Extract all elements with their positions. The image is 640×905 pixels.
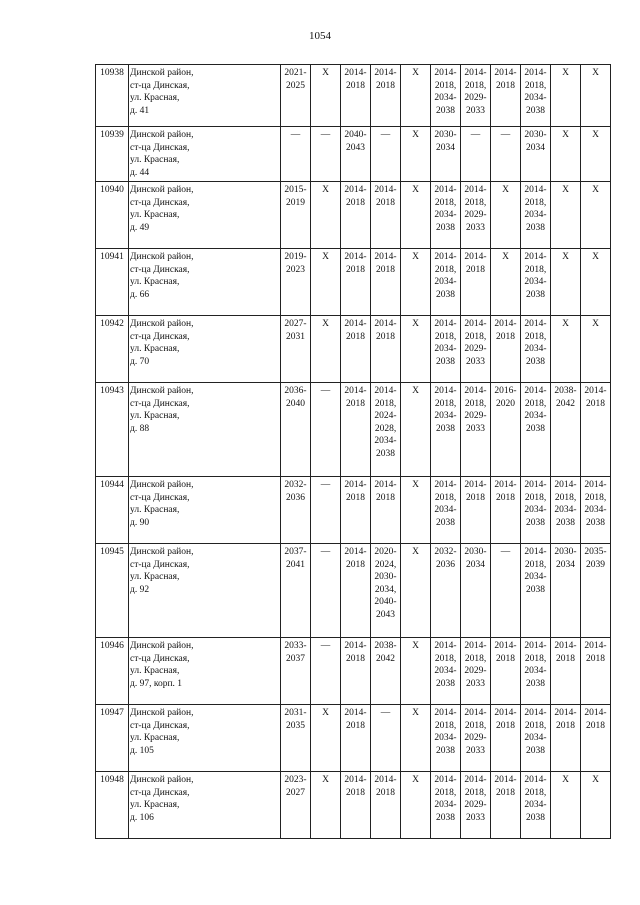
housing-repair-table bbox=[95, 64, 611, 839]
period-cell: Х bbox=[401, 383, 431, 477]
period-cell: 2014- 2018, 2034- 2038 bbox=[431, 182, 461, 249]
period-cell: — bbox=[371, 127, 401, 182]
period-cell: 2035- 2039 bbox=[581, 544, 611, 638]
table-row bbox=[96, 182, 611, 249]
period-cell: Х bbox=[581, 127, 611, 182]
period-cell: 2030- 2034 bbox=[551, 544, 581, 638]
row-number: 10946 bbox=[96, 638, 129, 705]
period-cell: Х bbox=[401, 772, 431, 839]
period-cell: Х bbox=[311, 705, 341, 772]
period-cell: 2014- 2018 bbox=[581, 705, 611, 772]
period-cell: 2014- 2018 bbox=[341, 65, 371, 127]
period-cell: 2014- 2018 bbox=[491, 705, 521, 772]
period-cell: Х bbox=[491, 182, 521, 249]
period-cell: Х bbox=[581, 182, 611, 249]
address-cell: Динской район, ст-ца Динская, ул. Красная, д. 90 bbox=[129, 477, 281, 544]
period-cell: 2014- 2018, 2029- 2033 bbox=[461, 772, 491, 839]
period-cell: — bbox=[311, 544, 341, 638]
period-cell: Х bbox=[401, 705, 431, 772]
period-cell: Х bbox=[311, 249, 341, 316]
period-cell: Х bbox=[581, 65, 611, 127]
period-cell: 2014- 2018 bbox=[581, 638, 611, 705]
period-cell: — bbox=[311, 127, 341, 182]
period-cell: Х bbox=[401, 127, 431, 182]
period-cell: — bbox=[491, 544, 521, 638]
period-cell: 2014- 2018, 2034- 2038 bbox=[431, 65, 461, 127]
period-cell: 2014- 2018 bbox=[491, 477, 521, 544]
period-cell: 2014- 2018, 2034- 2038 bbox=[431, 705, 461, 772]
period-cell: 2014- 2018 bbox=[581, 383, 611, 477]
period-cell: Х bbox=[401, 182, 431, 249]
period-cell: 2038- 2042 bbox=[371, 638, 401, 705]
period-cell: 2037- 2041 bbox=[281, 544, 311, 638]
period-cell: — bbox=[281, 127, 311, 182]
period-cell: Х bbox=[401, 544, 431, 638]
period-cell: 2014- 2018, 2034- 2038 bbox=[521, 383, 551, 477]
period-cell: 2014- 2018 bbox=[371, 772, 401, 839]
row-number: 10947 bbox=[96, 705, 129, 772]
period-cell: 2038- 2042 bbox=[551, 383, 581, 477]
period-cell: Х bbox=[581, 316, 611, 383]
period-cell: 2014- 2018, 2029- 2033 bbox=[461, 383, 491, 477]
period-cell: 2014- 2018, 2029- 2033 bbox=[461, 182, 491, 249]
period-cell: — bbox=[491, 127, 521, 182]
period-cell: 2014- 2018 bbox=[371, 316, 401, 383]
period-cell: 2014- 2018, 2034- 2038 bbox=[521, 772, 551, 839]
period-cell: 2014- 2018 bbox=[371, 249, 401, 316]
period-cell: 2015- 2019 bbox=[281, 182, 311, 249]
period-cell: Х bbox=[551, 182, 581, 249]
period-cell: Х bbox=[581, 249, 611, 316]
period-cell: 2014- 2018, 2029- 2033 bbox=[461, 705, 491, 772]
period-cell: 2033- 2037 bbox=[281, 638, 311, 705]
period-cell: Х bbox=[551, 65, 581, 127]
row-number: 10944 bbox=[96, 477, 129, 544]
period-cell: Х bbox=[401, 249, 431, 316]
table-row bbox=[96, 383, 611, 477]
period-cell: 2014- 2018, 2034- 2038 bbox=[431, 316, 461, 383]
period-cell: 2014- 2018 bbox=[341, 544, 371, 638]
period-cell: 2014- 2018, 2034- 2038 bbox=[521, 477, 551, 544]
address-cell: Динской район, ст-ца Динская, ул. Красная, д. 97, корп. 1 bbox=[129, 638, 281, 705]
period-cell: 2014- 2018 bbox=[491, 65, 521, 127]
period-cell: Х bbox=[551, 249, 581, 316]
period-cell: 2014- 2018, 2029- 2033 bbox=[461, 65, 491, 127]
period-cell: 2030- 2034 bbox=[431, 127, 461, 182]
period-cell: 2014- 2018, 2024- 2028, 2034- 2038 bbox=[371, 383, 401, 477]
address-cell: Динской район, ст-ца Динская, ул. Красная, д. 49 bbox=[129, 182, 281, 249]
period-cell: — bbox=[311, 383, 341, 477]
period-cell: 2016- 2020 bbox=[491, 383, 521, 477]
period-cell: 2014- 2018 bbox=[341, 249, 371, 316]
period-cell: Х bbox=[401, 65, 431, 127]
period-cell: 2014- 2018, 2034- 2038 bbox=[431, 638, 461, 705]
table-row bbox=[96, 316, 611, 383]
page-number: 1054 bbox=[309, 30, 331, 42]
period-cell: — bbox=[371, 705, 401, 772]
period-cell: Х bbox=[551, 316, 581, 383]
table-row bbox=[96, 544, 611, 638]
table-row bbox=[96, 772, 611, 839]
period-cell: 2014- 2018, 2034- 2038 bbox=[431, 772, 461, 839]
row-number: 10942 bbox=[96, 316, 129, 383]
address-cell: Динской район, ст-ца Динская, ул. Красная, д. 70 bbox=[129, 316, 281, 383]
period-cell: 2030- 2034 bbox=[461, 544, 491, 638]
period-cell: Х bbox=[311, 182, 341, 249]
period-cell: 2030- 2034 bbox=[521, 127, 551, 182]
period-cell: 2014- 2018 bbox=[371, 65, 401, 127]
period-cell: Х bbox=[491, 249, 521, 316]
table-row bbox=[96, 65, 611, 127]
period-cell: 2021- 2025 bbox=[281, 65, 311, 127]
row-number: 10941 bbox=[96, 249, 129, 316]
table-row bbox=[96, 638, 611, 705]
row-number: 10939 bbox=[96, 127, 129, 182]
period-cell: 2014- 2018, 2034- 2038 bbox=[521, 182, 551, 249]
period-cell: 2014- 2018 bbox=[491, 772, 521, 839]
address-cell: Динской район, ст-ца Динская, ул. Красная, д. 92 bbox=[129, 544, 281, 638]
address-cell: Динской район, ст-ца Динская, ул. Красная, д. 88 bbox=[129, 383, 281, 477]
period-cell: Х bbox=[311, 772, 341, 839]
period-cell: 2014- 2018, 2034- 2038 bbox=[581, 477, 611, 544]
address-cell: Динской район, ст-ца Динская, ул. Красная, д. 105 bbox=[129, 705, 281, 772]
period-cell: 2032- 2036 bbox=[281, 477, 311, 544]
period-cell: 2014- 2018 bbox=[551, 638, 581, 705]
period-cell: 2014- 2018 bbox=[341, 316, 371, 383]
period-cell: 2014- 2018, 2034- 2038 bbox=[521, 316, 551, 383]
period-cell: 2014- 2018 bbox=[341, 705, 371, 772]
period-cell: 2014- 2018 bbox=[341, 772, 371, 839]
period-cell: 2027- 2031 bbox=[281, 316, 311, 383]
period-cell: 2023- 2027 bbox=[281, 772, 311, 839]
table-row bbox=[96, 127, 611, 182]
address-cell: Динской район, ст-ца Динская, ул. Красная, д. 106 bbox=[129, 772, 281, 839]
table-row bbox=[96, 705, 611, 772]
address-cell: Динской район, ст-ца Динская, ул. Красная, д. 66 bbox=[129, 249, 281, 316]
row-number: 10940 bbox=[96, 182, 129, 249]
period-cell: 2019- 2023 bbox=[281, 249, 311, 316]
address-cell: Динской район, ст-ца Динская, ул. Красная, д. 44 bbox=[129, 127, 281, 182]
period-cell: 2031- 2035 bbox=[281, 705, 311, 772]
period-cell: 2014- 2018 bbox=[371, 182, 401, 249]
period-cell: 2014- 2018, 2034- 2038 bbox=[521, 249, 551, 316]
period-cell: 2014- 2018, 2034- 2038 bbox=[551, 477, 581, 544]
period-cell: — bbox=[461, 127, 491, 182]
period-cell: Х bbox=[311, 65, 341, 127]
period-cell: 2014- 2018 bbox=[551, 705, 581, 772]
period-cell: 2014- 2018, 2034- 2038 bbox=[521, 544, 551, 638]
period-cell: 2014- 2018 bbox=[341, 383, 371, 477]
period-cell: Х bbox=[551, 772, 581, 839]
period-cell: 2014- 2018 bbox=[491, 316, 521, 383]
period-cell: 2014- 2018, 2034- 2038 bbox=[431, 477, 461, 544]
period-cell: 2014- 2018, 2029- 2033 bbox=[461, 316, 491, 383]
period-cell: 2014- 2018 bbox=[461, 249, 491, 316]
period-cell: Х bbox=[581, 772, 611, 839]
row-number: 10948 bbox=[96, 772, 129, 839]
period-cell: Х bbox=[401, 316, 431, 383]
period-cell: — bbox=[311, 477, 341, 544]
period-cell: 2014- 2018, 2034- 2038 bbox=[521, 65, 551, 127]
address-cell: Динской район, ст-ца Динская, ул. Красная, д. 41 bbox=[129, 65, 281, 127]
period-cell: 2036- 2040 bbox=[281, 383, 311, 477]
period-cell: 2014- 2018, 2034- 2038 bbox=[521, 638, 551, 705]
period-cell: Х bbox=[401, 638, 431, 705]
period-cell: 2014- 2018, 2029- 2033 bbox=[461, 638, 491, 705]
period-cell: 2014- 2018 bbox=[461, 477, 491, 544]
period-cell: 2014- 2018 bbox=[371, 477, 401, 544]
table-row bbox=[96, 249, 611, 316]
row-number: 10938 bbox=[96, 65, 129, 127]
period-cell: Х bbox=[311, 316, 341, 383]
period-cell: 2040- 2043 bbox=[341, 127, 371, 182]
period-cell: 2014- 2018, 2034- 2038 bbox=[431, 383, 461, 477]
period-cell: 2032- 2036 bbox=[431, 544, 461, 638]
period-cell: 2014- 2018 bbox=[491, 638, 521, 705]
period-cell: 2014- 2018 bbox=[341, 638, 371, 705]
period-cell: 2014- 2018, 2034- 2038 bbox=[431, 249, 461, 316]
period-cell: 2014- 2018, 2034- 2038 bbox=[521, 705, 551, 772]
period-cell: — bbox=[311, 638, 341, 705]
period-cell: 2014- 2018 bbox=[341, 477, 371, 544]
period-cell: 2020- 2024, 2030- 2034, 2040- 2043 bbox=[371, 544, 401, 638]
period-cell: Х bbox=[551, 127, 581, 182]
period-cell: Х bbox=[401, 477, 431, 544]
row-number: 10945 bbox=[96, 544, 129, 638]
table-row bbox=[96, 477, 611, 544]
period-cell: 2014- 2018 bbox=[341, 182, 371, 249]
row-number: 10943 bbox=[96, 383, 129, 477]
